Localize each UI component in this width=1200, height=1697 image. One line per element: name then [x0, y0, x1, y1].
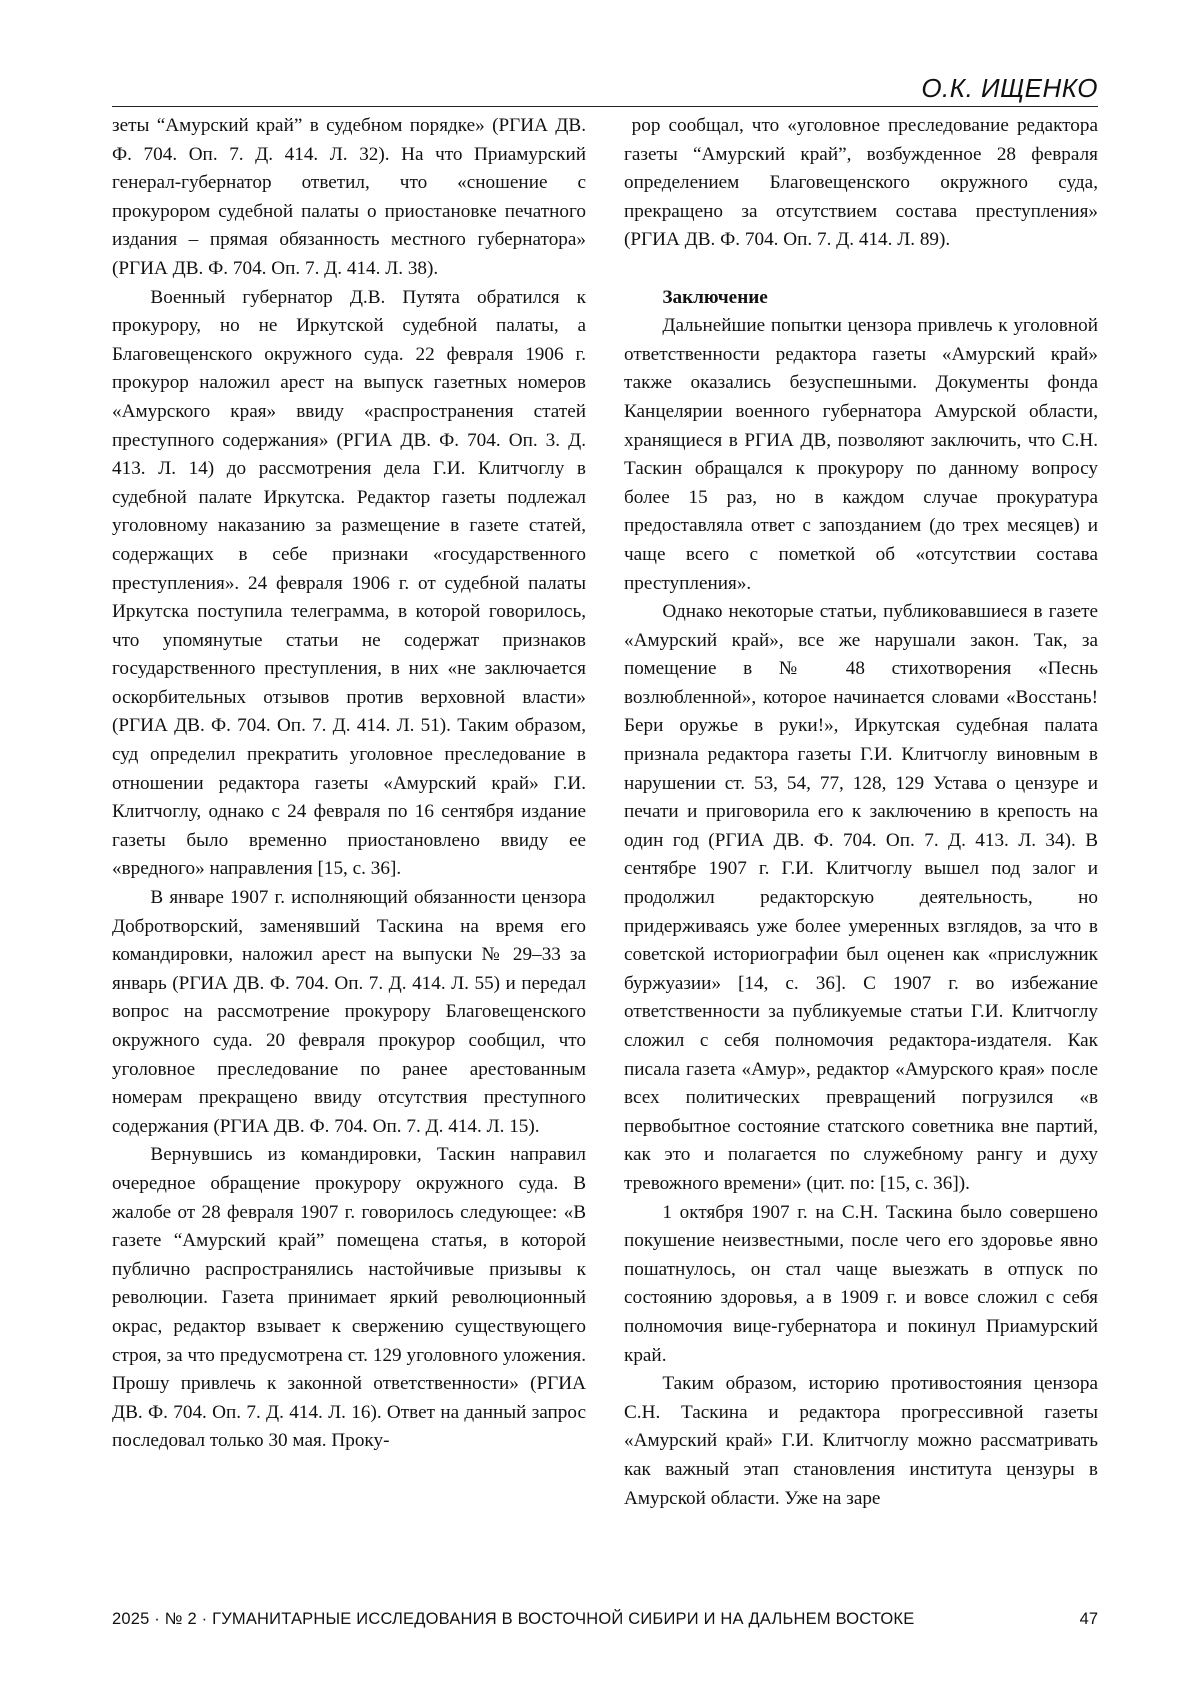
journal-title: 2025 · № 2 · ГУМАНИТАРНЫЕ ИССЛЕДОВАНИЯ В ВОСТОЧНОЙ СИБИРИ И НА ДАЛЬНЕМ ВОСТОКЕ [112, 1610, 915, 1628]
page-number: 47 [1079, 1610, 1098, 1628]
paragraph: 1 октября 1907 г. на С.Н. Таскина было совершено покушение неизвестными, после чего его здоровье явно пошатнулось, он стал чаще выезжать в отпуск по состоянию здоровья, а в 1909 г. и вовсе сложил с себя полномочия вице-губернатора и покинул Приамурский край. [624, 1201, 1098, 1366]
running-header [112, 72, 1098, 107]
left-column [112, 112, 586, 1456]
right-column [624, 112, 1098, 1513]
paragraph: Однако некоторые статьи, публиковавшиеся в газете «Амурский край», все же нарушали закон. Так, за помещение в № 48 стихотворения «Песнь возлюбленной», которое начинается словами «Восстань! Бери оружье в руки!», Иркутская судебная палата признала редактора газеты Г.И. Клитчоглу виновным в нарушении ст. 53, 54, 77, 128, 129 Устава о цензуре и печати и приговорила его к заключению в крепость на один год (РГИА ДВ. Ф. 704. Оп. 7. Д. 413. Л. 34). В сентябре 1907 г. Г.И. Клитчоглу вышел под залог и продолжил редакторскую деятельность, но придерживаясь уже более умеренных взглядов, за что в советской историографии был оценен как «прислужник буржуазии» [14, с. 36]. С 1907 г. во избежание ответственности за публикуемые статьи Г.И. Клитчоглу сложил с себя полномочия редактора-издателя. Как писала газета «Амур», редактор «Амурского края» после всех политических превращений погрузился «в первобытное состояние статского советника вне партий, как это и полагается по служебному рангу и духу тревожного времени» (цит. по: [15, с. 36]). [624, 601, 1098, 1194]
author-name: О.К. ИЩЕНКО [921, 73, 1098, 103]
paragraph: Вернувшись из командировки, Таскин направил очередное обращение прокурору окружного суда. В жалобе от 28 февраля 1907 г. говорилось следующее: «В газете “Амурский край” помещена статья, в которой публично распространялись настойчивые призывы к революции. Газета принимает яркий революционный окрас, редактор взывает к свержению существующего строя, за что предусмотрена ст. 129 уголовного уложения. Прошу привлечь к законной ответственности» (РГИА ДВ. Ф. 704. Оп. 7. Д. 414. Л. 16). Ответ на данный запрос последовал только 30 мая. Проку- [112, 1144, 586, 1452]
paragraph: В январе 1907 г. исполняющий обязанности цензора Добротворский, заменявший Таскина на время его командировки, наложил арест на выпуски № 29–33 за январь (РГИА ДВ. Ф. 704. Оп. 7. Д. 414. Л. 55) и передал вопрос на рассмотрение прокурору Благовещенского окружного суда. 20 февраля прокурор сообщил, что уголовное преследование по ранее арестованным номерам прекращено ввиду отсутствия преступного содержания (РГИА ДВ. Ф. 704. Оп. 7. Д. 414. Л. 15). [112, 887, 586, 1137]
paragraph: рор сообщал, что «уголовное преследование редактора газеты “Амурский край”, возбужденное 28 февраля определением Благовещенского окружного суда, прекращено за отсутствием состава преступления» (РГИА ДВ. Ф. 704. Оп. 7. Д. 414. Л. 89). [624, 115, 1098, 251]
paragraph: зеты “Амурский край” в судебном порядке» (РГИА ДВ. Ф. 704. Оп. 7. Д. 414. Л. 32). На что Приамурский генерал-губернатор ответил, что «сношение с прокурором судебной палаты о приостановке печатного издания – прямая обязанность местного губернатора» (РГИА ДВ. Ф. 704. Оп. 7. Д. 414. Л. 38). [112, 115, 586, 279]
section-heading: Заключение [662, 286, 768, 308]
paragraph: Дальнейшие попытки цензора привлечь к уголовной ответственности редактора газеты «Амурский край» также оказались безуспешными. Документы фонда Канцелярии военного губернатора Амурской области, хранящиеся в РГИА ДВ, позволяют заключить, что С.Н. Таскин обращался к прокурору по данному вопросу более 15 раз, но в каждом случае прокуратура предоставляла ответ с запозданием (до трех месяцев) и чаще всего с пометкой об «отсутствии состава преступления». [624, 315, 1098, 594]
paragraph: Военный губернатор Д.В. Путята обратился к прокурору, но не Иркутской судебной палаты, а Благовещенского окружного суда. 22 февраля 1906 г. прокурор наложил арест на выпуск газетных номеров «Амурского края» ввиду «распространения статей преступного содержания» (РГИА ДВ. Ф. 704. Оп. 3. Д. 413. Л. 14) до рассмотрения дела Г.И. Клитчоглу в судебной палате Иркутска. Редактор газеты подлежал уголовному наказанию за размещение в газете статей, содержащих в себе признаки «государственного преступления». 24 февраля 1906 г. от судебной палаты Иркутска поступила телеграмма, в которой говорилось, что упомянутые статьи не содержат признаков государственного преступления, в них «не заключается оскорбительных отзывов против верховной власти» (РГИА ДВ. Ф. 704. Оп. 7. Д. 414. Л. 51). Таким образом, суд определил прекратить уголовное преследование в отношении редактора газеты «Амурский край» Г.И. Клитчоглу, однако с 24 февраля по 16 сентября издание газеты было временно приостановлено ввиду ее «вредного» направления [15, с. 36]. [112, 286, 586, 880]
paragraph: Таким образом, историю противостояния цензора С.Н. Таскина и редактора прогрессивной газеты «Амурский край» Г.И. Клитчоглу можно рассматривать как важный этап становления института цензуры в Амурской области. Уже на заре [624, 1373, 1098, 1509]
